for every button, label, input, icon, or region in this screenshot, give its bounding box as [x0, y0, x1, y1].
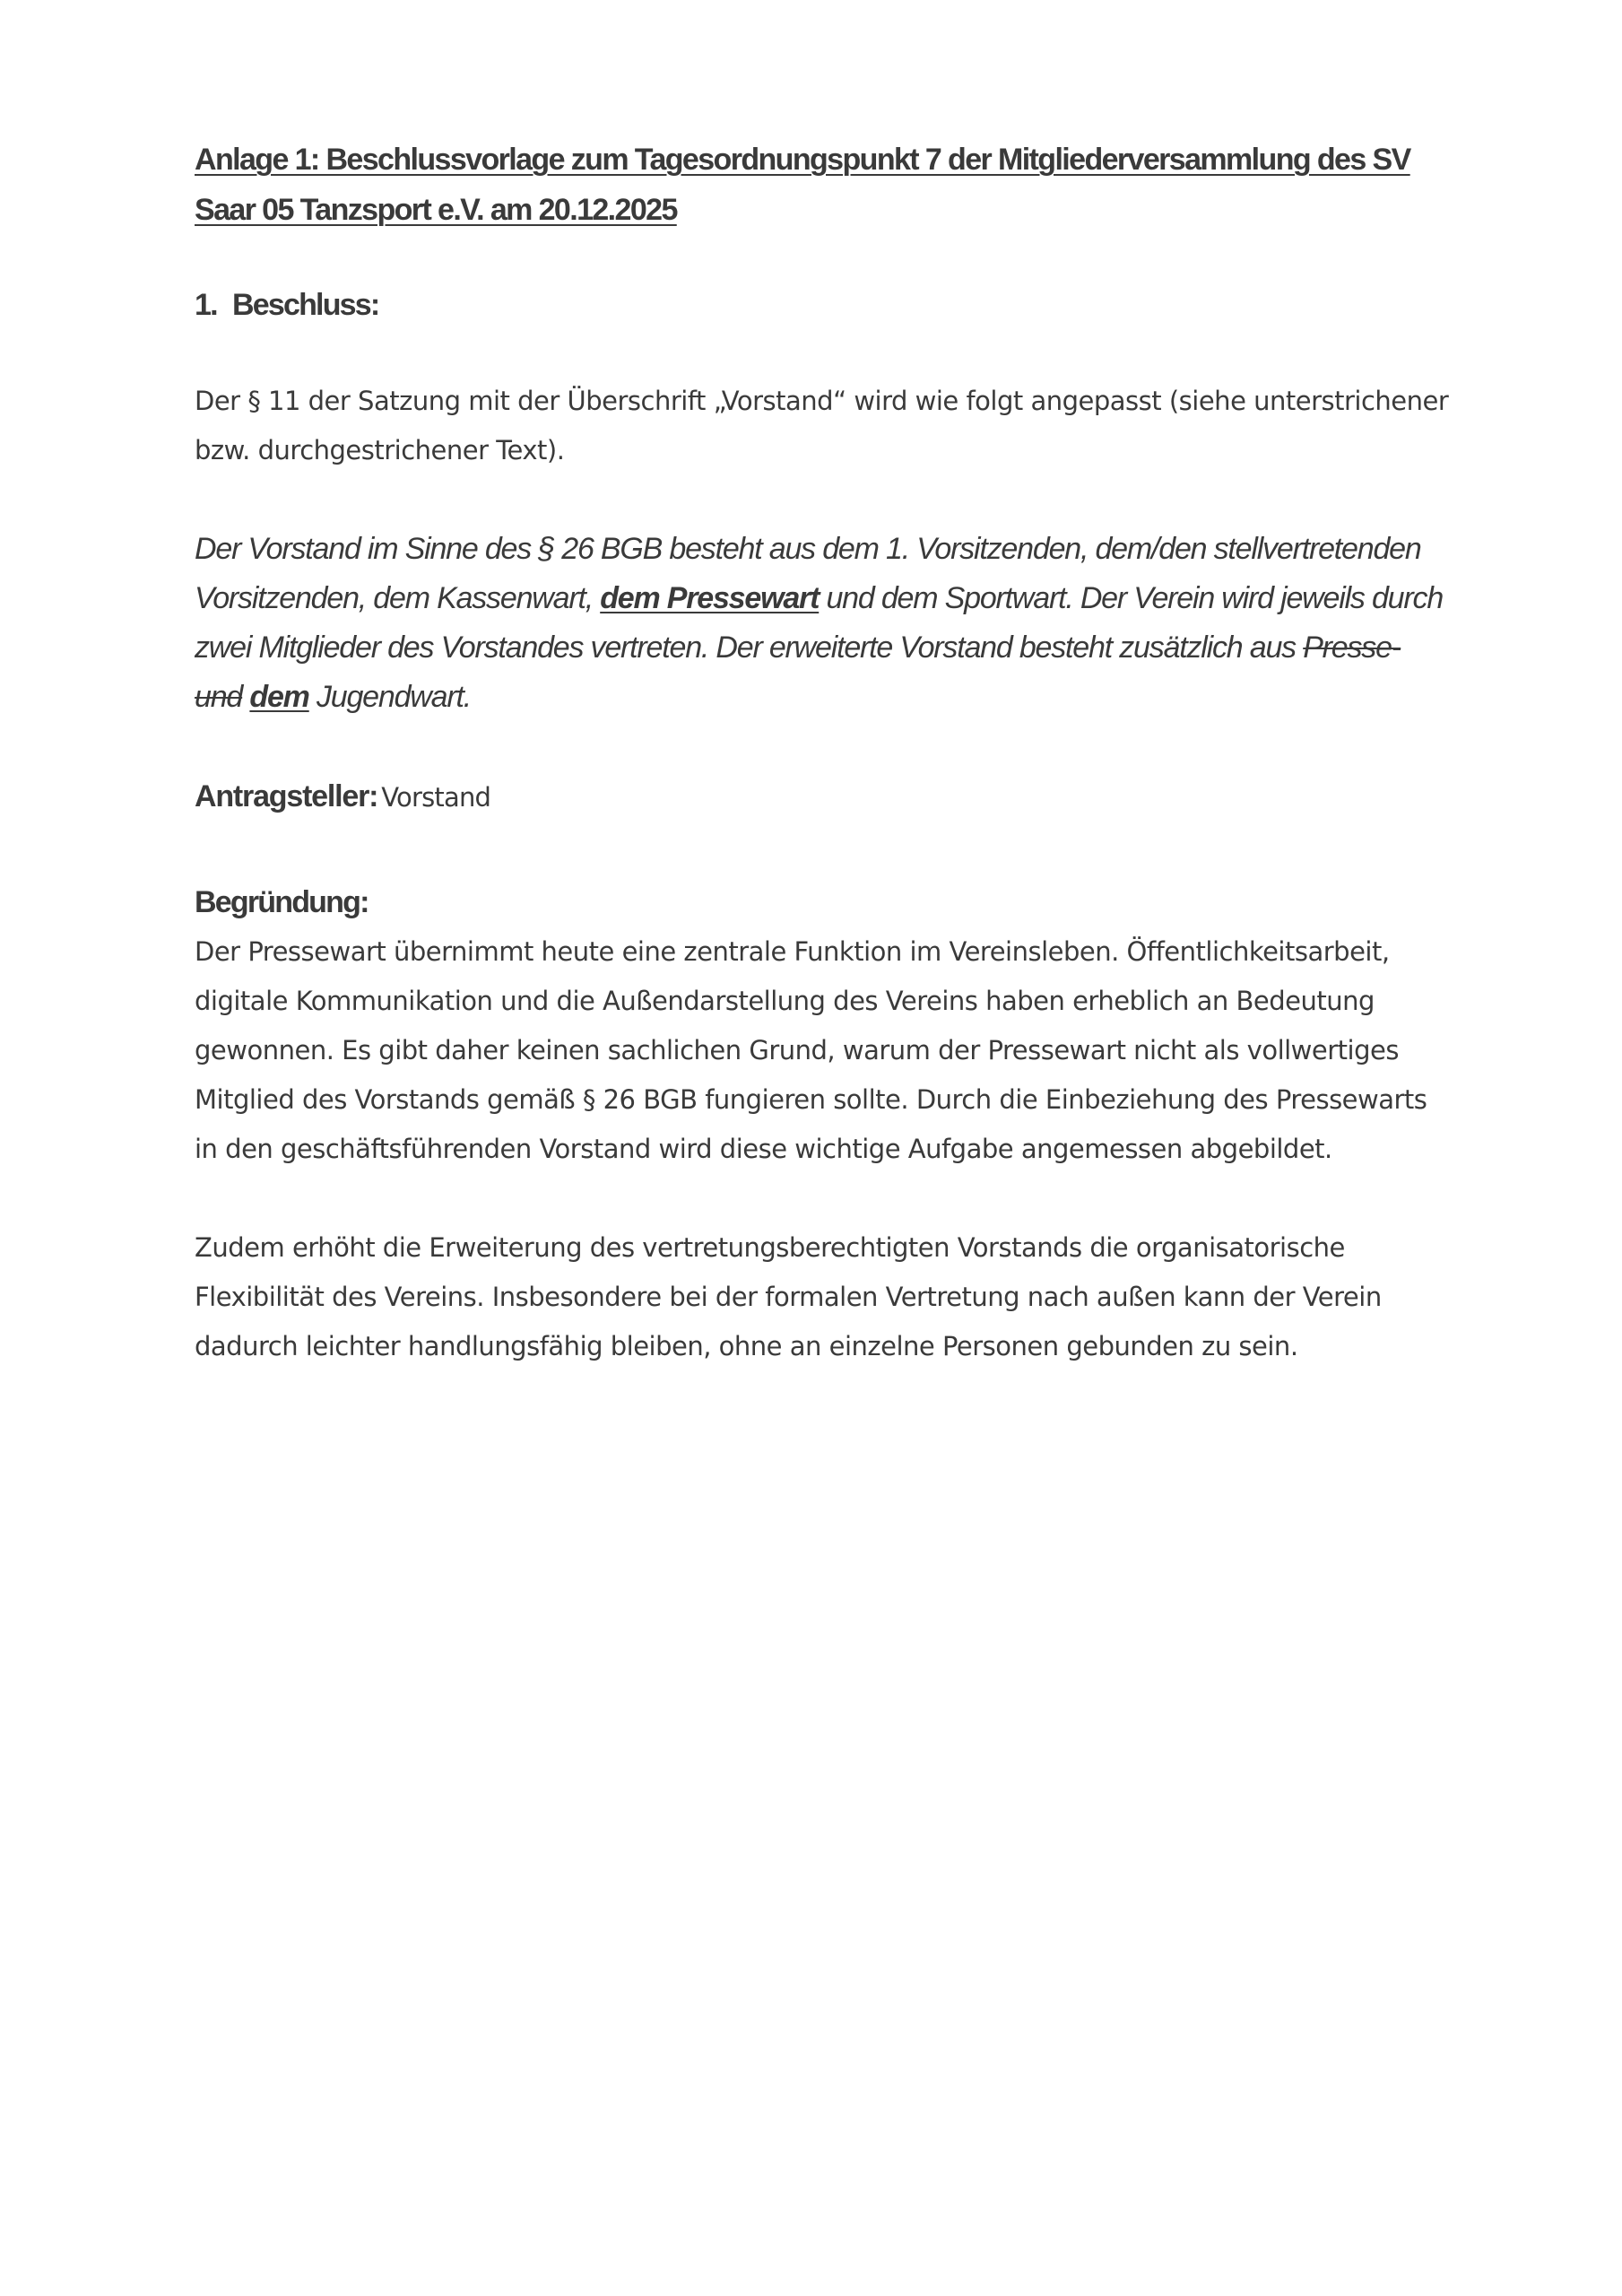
applicant-label: Antragsteller:: [195, 779, 378, 813]
inserted-text-dem: dem: [249, 680, 309, 714]
applicant-line: [195, 771, 1450, 828]
inserted-text-pressewart: dem Pressewart: [600, 581, 820, 615]
section-title: Beschluss:: [232, 288, 379, 322]
reason-paragraph-2: Zudem erhöht die Erweiterung des vertretungsberechtigten Vorstands die organisatorische Flexibilität des Vereins. Insbesondere bei der formalen Vertretung nach außen kann der Verein dadurch leichter handlungsfähig bleiben, ohne an einzelne Personen gebunden zu sein.: [195, 1232, 1382, 1361]
section-heading: [195, 280, 1450, 330]
reason-heading: Begründung:: [195, 885, 369, 919]
amendment-part-2: und dem Sportwart. Der Verein wird jeweils durch zwei Mitglieder des Vorstandes vertreten. Der erweiterte Vorstand besteht zusätzlich aus: [195, 581, 1444, 665]
document-title: Anlage 1: Beschlussvorlage zum Tagesordnungspunkt 7 der Mitgliederversammlung des SV Saar 05 Tanzsport e.V. am 20.12.2025: [195, 143, 1410, 227]
intro-paragraph: Der § 11 der Satzung mit der Überschrift „Vorstand“ wird wie folgt angepasst (siehe unterstrichener bzw. durchgestrichener Text).: [195, 386, 1449, 465]
document-content: [195, 135, 1450, 1371]
reason-paragraph-1: Der Pressewart übernimmt heute eine zentrale Funktion im Vereinsleben. Öffentlichkeitsarbeit, digitale Kommunikation und die Außendarstellung des Vereins haben erheblich an Bedeutung gewonnen. Es gibt daher keinen sachlichen Grund, warum der Pressewart nicht als vollwertiges Mitglied des Vorstands gemäß § 26 BGB fungieren sollte. Durch die Einbeziehung des Pressewarts in den geschäftsführenden Vorstand wird diese wichtige Aufgabe angemessen abgebildet.: [195, 936, 1427, 1164]
amendment-part-1: Der Vorstand im Sinne des § 26 BGB besteht aus dem 1. Vorsitzenden, dem/den stellvertretenden Vorsitzenden, dem Kassenwart,: [195, 532, 1421, 615]
applicant-value: Vorstand: [381, 782, 491, 813]
deleted-text-presse-und: Presse- und: [195, 631, 1401, 714]
amendment-text: [195, 525, 1450, 722]
amendment-part-4: Jugendwart.: [308, 680, 471, 714]
section-number: 1.: [195, 288, 217, 322]
